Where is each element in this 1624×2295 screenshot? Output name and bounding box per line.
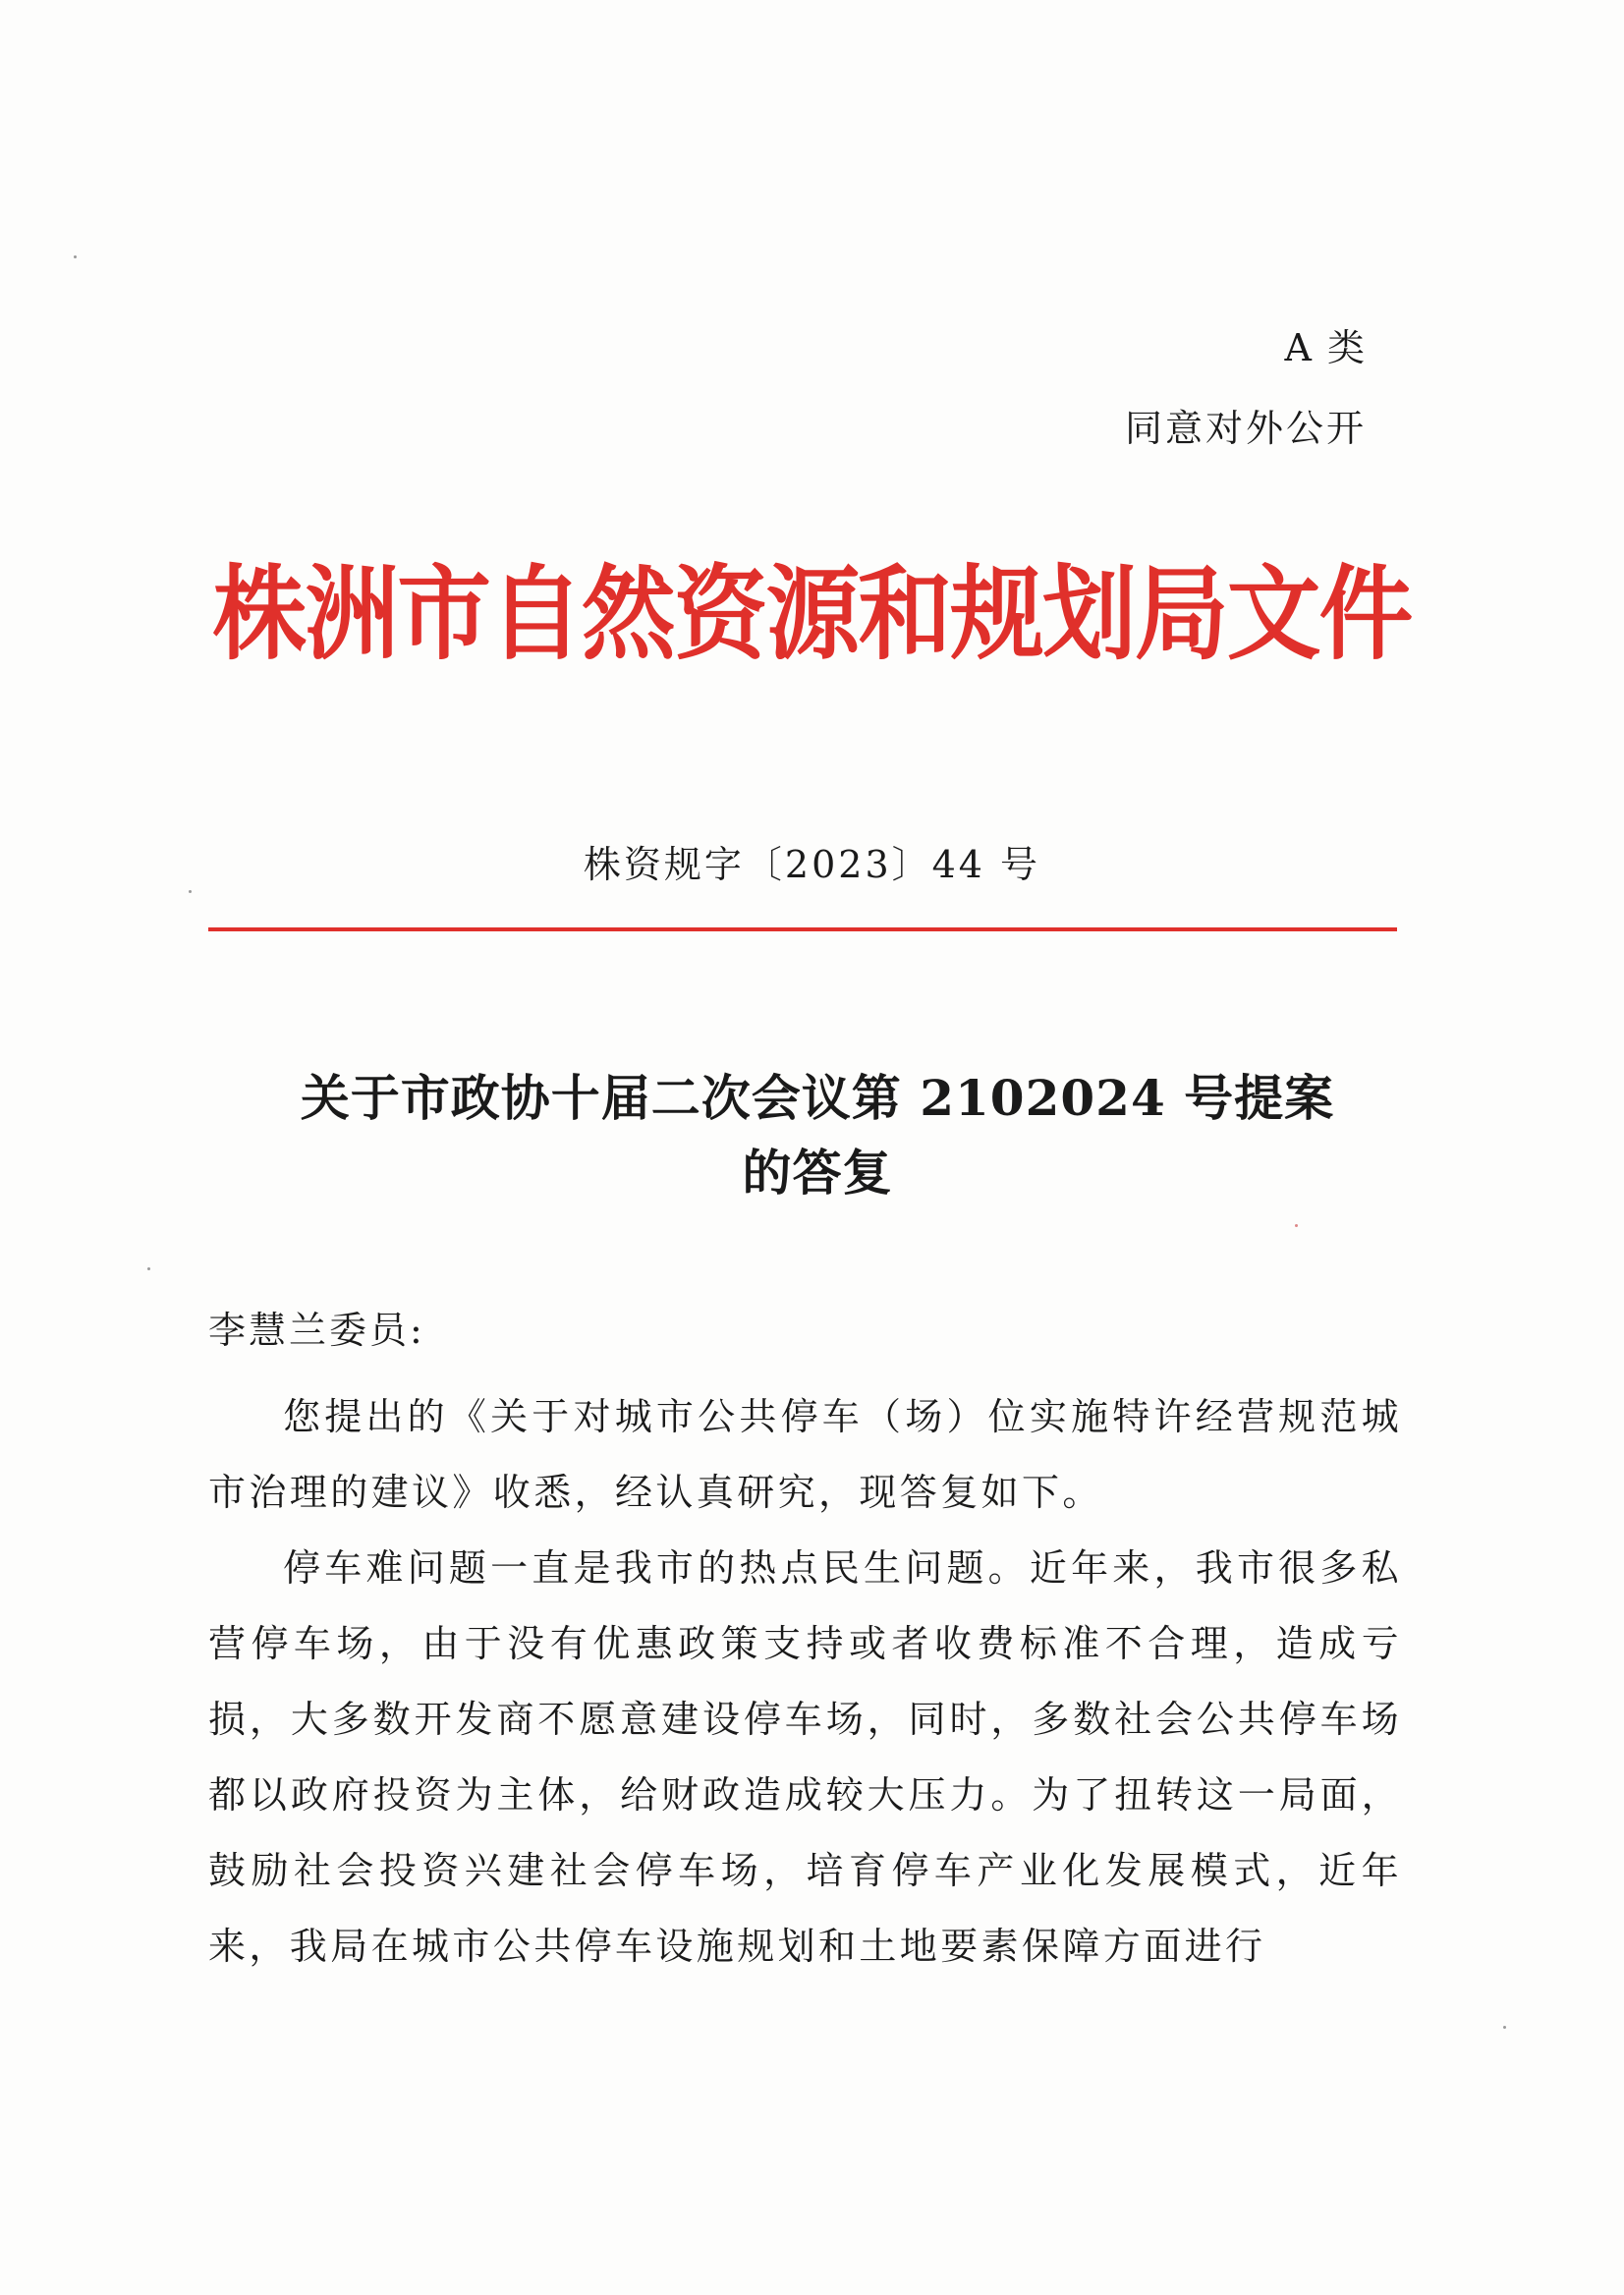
document-number: 株资规字〔2023〕44 号 [583, 843, 1041, 886]
document-title [208, 1061, 1427, 1210]
salutation: 李慧兰委员: [208, 1309, 425, 1352]
scan-speck [1295, 1224, 1298, 1227]
scan-speck [74, 255, 77, 258]
scan-speck [189, 890, 192, 893]
masthead-title: 株洲市自然资源和规划局文件 [212, 553, 1412, 674]
document-title-line-1: 关于市政协十届二次会议第 2102024 号提案 [300, 1069, 1335, 1127]
scan-speck [1503, 2026, 1506, 2029]
paragraph: 您提出的《关于对城市公共停车（场）位实施特许经营规范城市治理的建议》收悉，经认真研究，现答复如下。 [208, 1395, 1402, 1514]
disclosure-label: 同意对外公开 [1124, 407, 1367, 450]
paragraph: 停车难问题一直是我市的热点民生问题。近年来，我市很多私营停车场，由于没有优惠政策支持或者收费标准不合理，造成亏损，大多数开发商不愿意建设停车场，同时，多数社会公共停车场都以政府投资为主体，给财政造成较大压力。为了扭转这一局面，鼓励社会投资兴建社会停车场，培育停车产业化发展模式，近年来，我局在城市公共停车设施规划和土地要素保障方面进行 [208, 1546, 1402, 1968]
classification-label: A 类 [1284, 326, 1367, 369]
document-title-line-2: 的答复 [742, 1144, 893, 1202]
body-text [208, 1379, 1402, 1985]
scan-speck [147, 1267, 150, 1270]
red-divider-line [208, 927, 1397, 931]
